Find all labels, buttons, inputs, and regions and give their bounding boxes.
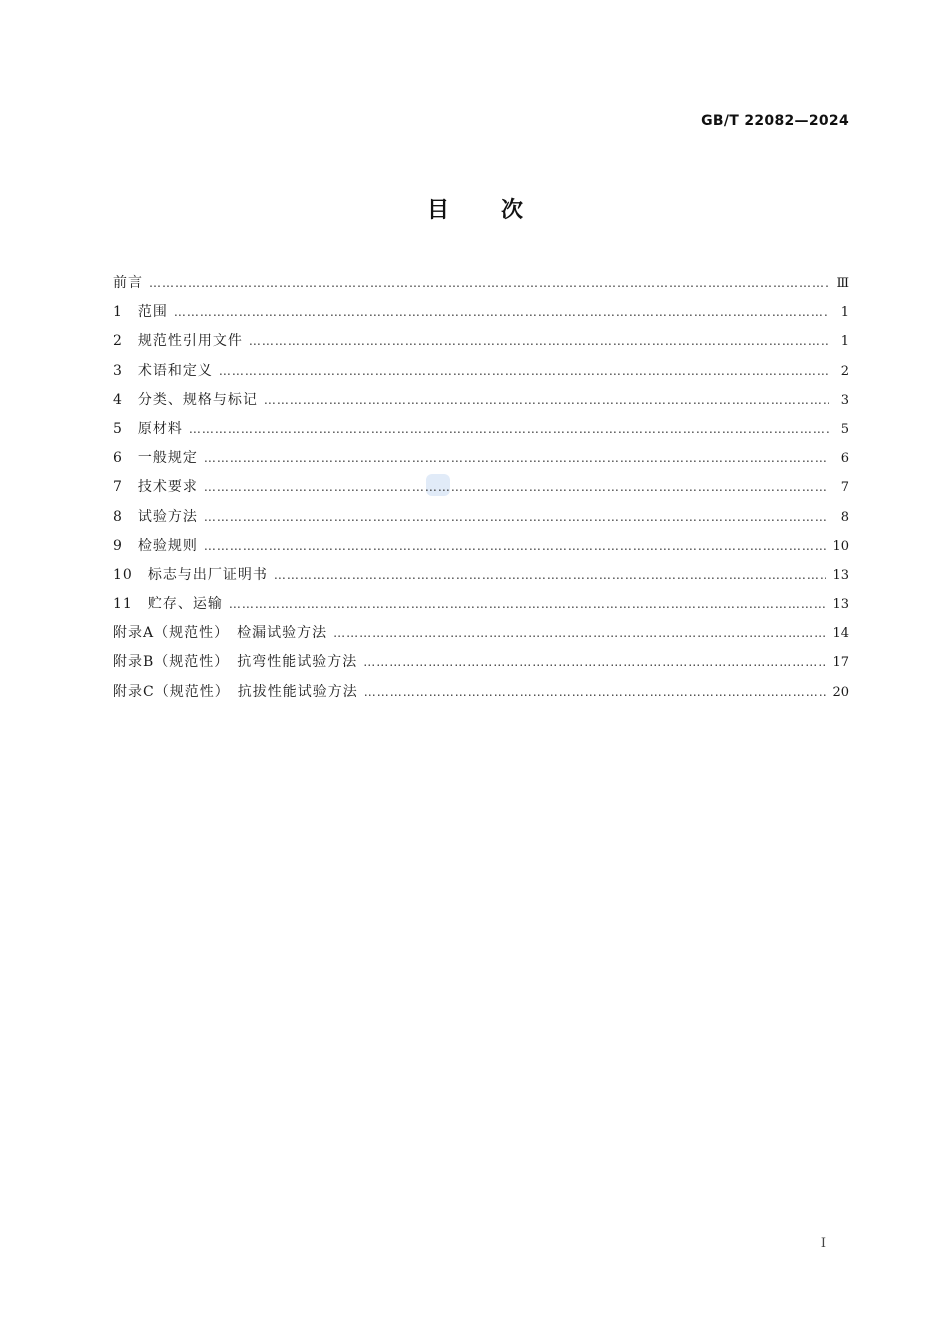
- toc-entry-page: 20: [832, 684, 849, 700]
- toc-leader: [149, 269, 829, 298]
- toc-entry-7[interactable]: [113, 473, 849, 502]
- toc-leader: [249, 327, 829, 356]
- toc-entry-label: 8 试验方法: [113, 508, 198, 525]
- toc-entry-page: 13: [832, 597, 849, 613]
- toc-entry-label: 4 分类、规格与标记: [113, 391, 258, 408]
- toc-entry-label: 3 术语和定义: [113, 362, 213, 379]
- toc-entry-4[interactable]: [113, 386, 849, 415]
- toc-entry-label: 2 规范性引用文件: [113, 333, 243, 350]
- toc-entry-page: 14: [832, 626, 849, 642]
- toc-entry-page: 5: [840, 421, 849, 437]
- toc-leader: [204, 444, 829, 473]
- toc-entry-page: 7: [840, 480, 849, 496]
- toc-leader: [204, 473, 829, 502]
- toc-entry-page: 3: [840, 392, 849, 408]
- toc-entry-label: 11 贮存、运输: [113, 596, 223, 613]
- toc-entry-page: 17: [832, 655, 849, 671]
- toc-leader: [264, 386, 829, 415]
- toc-entry-page: 8: [840, 509, 849, 525]
- toc-leader: [229, 590, 827, 619]
- toc-entry-annex-c[interactable]: [113, 678, 849, 707]
- toc-entry-1[interactable]: [113, 298, 849, 327]
- page-number: Ⅰ: [820, 1236, 826, 1251]
- toc-entry-page: 1: [840, 334, 849, 350]
- toc-entry-label: 前言: [113, 275, 143, 291]
- toc-entry-2[interactable]: [113, 327, 849, 356]
- page-title-left: 目: [426, 198, 449, 223]
- toc-entry-label: 附录C（规范性） 抗拔性能试验方法: [113, 683, 358, 700]
- toc-leader: [219, 357, 829, 386]
- toc-entry-10[interactable]: [113, 561, 849, 590]
- toc-entry-8[interactable]: [113, 503, 849, 532]
- toc-entry-label: 7 技术要求: [113, 479, 198, 496]
- toc-entry-label: 附录B（规范性） 抗弯性能试验方法: [113, 654, 358, 671]
- page-title-right: 次: [501, 198, 524, 223]
- toc-leader: [363, 648, 826, 677]
- standard-code: GB/T 22082—2024: [701, 113, 849, 129]
- toc-leader: [189, 415, 829, 444]
- table-of-contents: [113, 269, 849, 707]
- toc-entry-label: 6 一般规定: [113, 450, 198, 467]
- toc-entry-page: 13: [832, 567, 849, 583]
- toc-entry-6[interactable]: [113, 444, 849, 473]
- toc-entry-label: 5 原材料: [113, 420, 183, 437]
- toc-leader: [274, 561, 827, 590]
- toc-entry-label: 附录A（规范性） 检漏试验方法: [113, 625, 328, 642]
- toc-entry-label: 1 范围: [113, 304, 168, 321]
- toc-entry-label: 9 检验规则: [113, 537, 198, 554]
- toc-leader: [204, 532, 827, 561]
- toc-entry-page: 2: [840, 363, 849, 379]
- toc-entry-11[interactable]: [113, 590, 849, 619]
- toc-entry-page: 10: [832, 538, 849, 554]
- toc-leader: [364, 678, 827, 707]
- toc-entry-foreword[interactable]: [113, 269, 849, 298]
- toc-entry-5[interactable]: [113, 415, 849, 444]
- toc-leader: [204, 503, 829, 532]
- toc-leader: [333, 619, 826, 648]
- toc-leader: [174, 298, 829, 327]
- toc-entry-3[interactable]: [113, 357, 849, 386]
- toc-entry-page: 1: [840, 305, 849, 321]
- toc-entry-annex-b[interactable]: [113, 648, 849, 677]
- page-title: [0, 193, 950, 224]
- toc-entry-page: Ⅲ: [836, 276, 849, 291]
- toc-entry-page: 6: [840, 451, 849, 467]
- toc-entry-label: 10 标志与出厂证明书: [113, 566, 268, 583]
- toc-entry-annex-a[interactable]: [113, 619, 849, 648]
- toc-entry-9[interactable]: [113, 532, 849, 561]
